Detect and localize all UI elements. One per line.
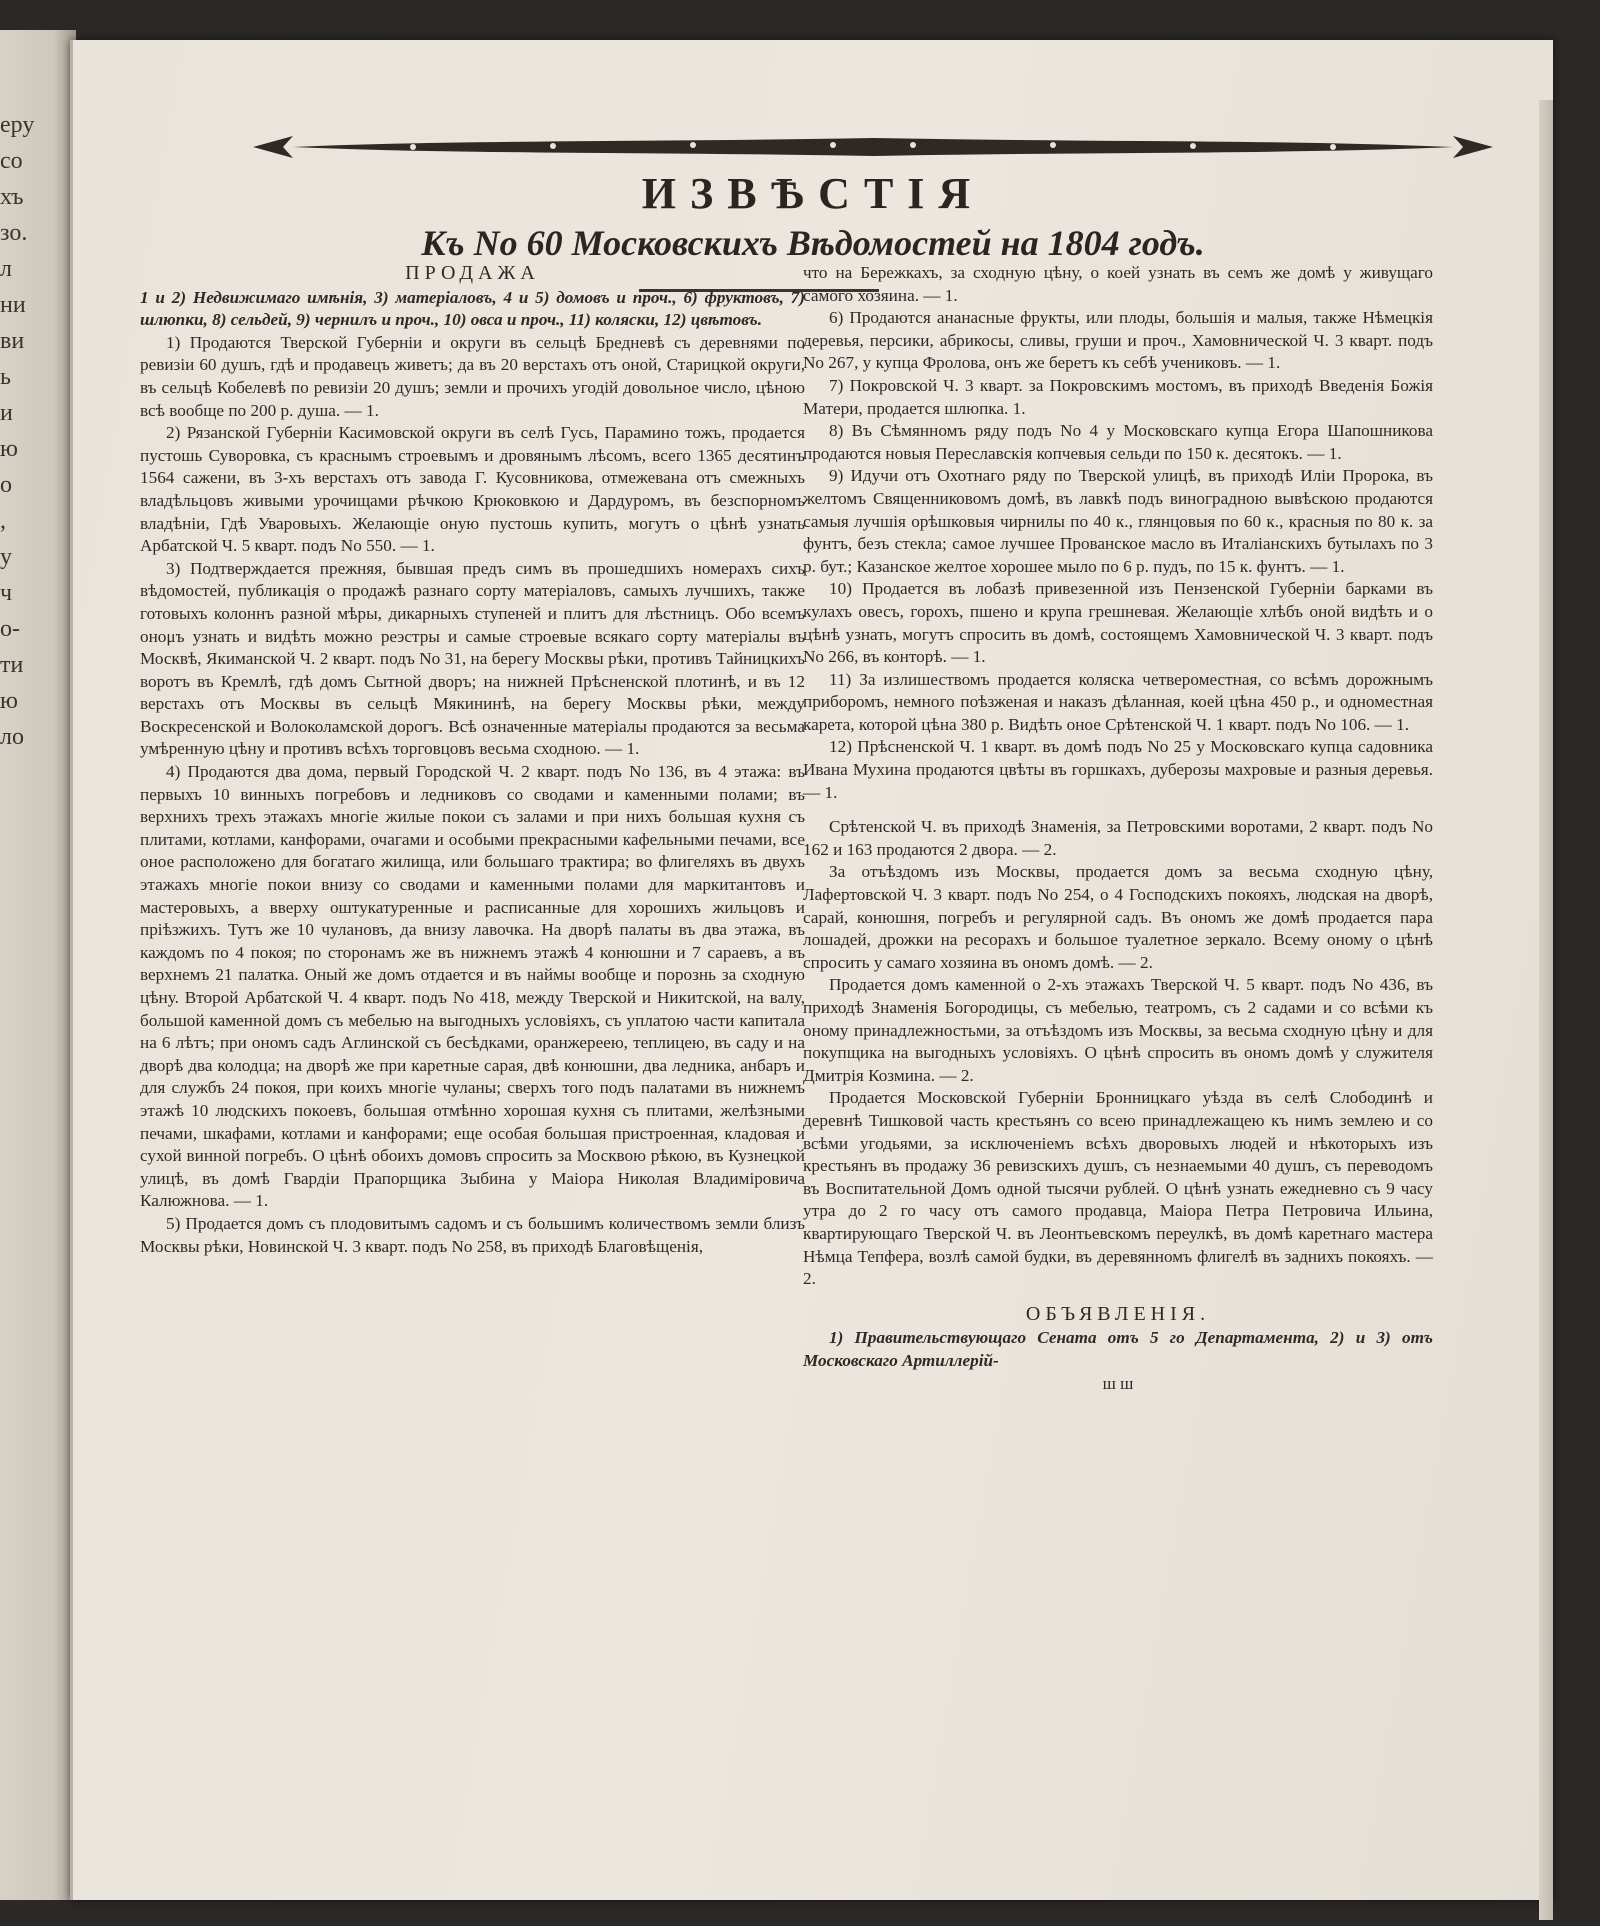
ad-paragraph: Срѣтенской Ч. въ приходѣ Знаменія, за Петровскими воротами, 2 кварт. подъ No 162 и 163 продаются 2 двора. — 2.	[803, 817, 1433, 859]
adjacent-page-text-fragment: ни	[0, 292, 26, 318]
ad-paragraph: 6) Продаются ананасные фрукты, или плоды, большія и малыя, также Нѣмецкія деревья, персики, абрикосы, сливы, груши и проч., Хамовнической Ч. 3 кварт. подъ No 267, у купца Фролова, онъ же беретъ къ себѣ учениковъ. — 1.	[803, 308, 1433, 373]
ad-paragraph: 8) Въ Сѣмянномъ ряду подъ No 4 у Московскаго купца Егора Шапошникова продаются новыя Переславскія копчевыя сельди по 150 к. десятокъ. — 1.	[803, 421, 1433, 463]
spacer	[803, 804, 1433, 816]
ad-paragraph: Продается домъ каменной о 2-хъ этажахъ Тверской Ч. 5 кварт. подъ No 436, въ приходѣ Знаменія Богородицы, съ мебелью, театромъ, съ 2 садами и со всѣми къ оному принадлежностьми, за отъѣздомъ изъ Москвы, за весьма сходную цѣну и для покупщика на выгодныхъ условіяхъ. О цѣнѣ спросить въ ономъ домѣ у служителя Дмитрія Козмина. — 2.	[803, 975, 1433, 1085]
adjacent-page-text-fragment: зо.	[0, 220, 28, 246]
adjacent-page-text-fragment: со	[0, 148, 23, 174]
right-column	[803, 262, 1433, 1395]
adjacent-page-text-fragment: ти	[0, 652, 24, 678]
adjacent-page-text-fragment: ,	[0, 508, 6, 534]
ad-paragraph: 7) Покровской Ч. 3 кварт. за Покровскимъ мостомъ, въ приходѣ Введенія Божія Матери, продается шлюпка. 1.	[803, 375, 1433, 418]
ad-paragraph: 2) Рязанской Губерніи Касимовской округи въ селѣ Гусь, Парамино тожъ, продается пустошь Суворовка, съ краснымъ строевымъ и дровянымъ лѣсомъ, всего 1365 десятинъ 1564 сажени, въ 3-хъ верстахъ отъ завода Г. Кусовникова, отмежевана отъ смежныхъ владѣльцовъ живыми урочищами рѣчкою Крюковкою и Дардуромъ, въ безспорномъ владѣніи, Гдѣ Уваровыхъ. Желающіе оную пустошь купить, могутъ о цѣнѣ узнать Арбатской Ч. 5 кварт. подъ No 550. — 1.	[140, 423, 805, 556]
ad-paragraph: 9) Идучи отъ Охотнаго ряду по Тверской улицѣ, въ приходѣ Иліи Пророка, въ желтомъ Священниковомъ домѣ, въ лавкѣ подъ виноградною вывѣскою продаются самыя лучшія орѣшковыя чирнилы по 40 к., глянцовыя по 60 к., красныя по 80 к. за фунтъ, безъ стекла; самое лучшее Прованское масло въ Италіанскихъ бутылахъ по 3 р. бут.; Казанское желтое хорошее мыло по 6 р. пудъ, по 15 к. фунтъ. — 1.	[803, 466, 1433, 576]
masthead-title: ИЗВѢСТІЯ	[641, 169, 985, 218]
ad-paragraph: что на Бережкахъ, за сходную цѣну, о коей узнать въ семъ же домѣ у живущаго самого хозяина. — 1.	[803, 263, 1433, 305]
ad-paragraph: 4) Продаются два дома, первый Городской Ч. 2 кварт. подъ No 136, въ 4 этажа: въ первыхъ 10 винныхъ погребовъ и ледниковъ со сводами и каменными полами; въ верхнихъ трехъ этажахъ многіе жилые покои съ залами и при нихъ большая кухня съ плитами, котлами, канфорами, очагами и особыми прекрасными кафельными печами, все оное расположено для богатаго жилища, или большаго трактира; во флигеляхъ въ двухъ этажахъ многіе покои внизу со сводами и каменными полами для маркитантовъ и мастеровыхъ, а вверху оштукатуренные и расписанные для хорошихъ жильцовъ и пріѣзжихъ. Тутъ же 10 чулановъ, да внизу лавочка. На дворѣ палаты въ два этажа, въ каждомъ по 4 покоя; по сторонамъ же въ нижнемъ этажѣ 4 конюшни и 7 сараевъ, а въ верхнемъ 21 палатка. Оный же домъ отдается и въ наймы вообще и порознь за сходную цѣну. Второй Арбатской Ч. 4 кварт. подъ No 418, между Тверской и Никитской, на валу, большой каменной домъ съ мебелью на выгодныхъ условіяхъ, съ уплатою части капитала на 6 лѣтъ; при ономъ садъ Аглинской съ бесѣдками, оранжереею, теплицею, въ саду и на дворѣ два колодца; на дворѣ же при каретные сарая, двѣ конюшни, два ледника, анбаръ и для службъ 24 покоя, при коихъ многіе чуланы; сверхъ того подъ палатами въ нижнемъ этажѣ 10 людскихъ покоевъ, большая отмѣнно хорошая кухня съ плитами, желѣзными печами, шкафами, котлами и канфорами; еще особая большая пристроенная, кладовая и сухой винной погребъ. О цѣнѣ обоихъ домовъ спросить за Москвою рѣкою, въ Кузнецкой улицѣ, въ домѣ Гвардіи Прапорщика Зыбина у Маіора Николая Владиміровича Калюжнова. — 1.	[140, 762, 805, 1211]
adjacent-page-text-fragment: о	[0, 472, 12, 498]
spacer	[803, 1291, 1433, 1303]
ad-paragraph: 1) Продаются Тверской Губерніи и округи въ сельцѣ Бредневѣ съ деревнями по ревизіи 60 душъ, гдѣ и продавецъ живетъ; да въ 20 верстахъ отъ оной, Старицкой округи, въ сельцѣ Кобелевѣ по ревизіи 20 душъ; земли и прочихъ угодій довольное число, цѣною всѣ вообще по 200 р. душа. — 1.	[140, 332, 805, 420]
adjacent-page-text-fragment: и	[0, 400, 13, 426]
ad-paragraph: 11) За излишествомъ продается коляска четвероместная, со всѣмъ дорожнымъ приборомъ, немного поѣзженая и наказъ дѣланная, коей цѣна 450 р., и одноместная карета, которой цѣна 380 р. Видѣть оное Срѣтенской Ч. 1 кварт. подъ No 106. — 1.	[803, 669, 1433, 734]
ornament-rule	[253, 130, 1493, 164]
adjacent-page-text-fragment: ч	[0, 580, 13, 606]
sale-index: 1 и 2) Недвижимаго имѣнія, 3) матеріаловъ, 4 и 5) домовъ и проч., 6) фруктовъ, 7) шлюпки, 8) сельдей, 9) чернилъ и проч., 10) овса и проч., 11) коляски, 12) цвѣтовъ.	[140, 287, 805, 330]
ad-paragraph: Продается Московской Губерніи Бронницкаго уѣзда въ селѣ Слободинѣ и деревнѣ Тишковой часть крестьянъ со всею принадлежащею къ нимъ землею и со всѣми угодьями, за исключеніемъ всѣхъ дворовыхъ людей и нѣкоторыхъ изъ крестьянъ въ продажу 36 ревизскихъ душъ, съ незнаемыми 40 душъ, съ переводомъ въ Воспитательной Домъ одной тысячи рублей. О цѣнѣ узнать ежедневно съ 9 часу утра до 2 го часу отъ самого продавца, Маіора Петра Петровича Ильина, квартирующаго Тверской Ч. въ Леонтьевскомъ переулкѣ, въ домѣ каретнаго мастера Нѣмца Тепфера, возлѣ самой будки, въ деревянномъ флигелѣ въ заднихъ покояхъ. — 2.	[803, 1088, 1433, 1289]
announcement-line: 1) Правительствующаго Сената отъ 5 го Департамента, 2) и 3) отъ Московскаго Артиллерій-	[803, 1328, 1433, 1370]
adjacent-page	[0, 30, 76, 1900]
adjacent-page-text-fragment: хъ	[0, 184, 24, 210]
ad-paragraph: 3) Подтверждается прежняя, бывшая предъ симъ въ прошедшихъ номерахъ сихъ вѣдомостей, публикація о продажѣ разнаго сорту матеріаловъ, самыхъ лучшихъ, также готовыхъ колоннъ разной мѣры, дикарныхъ ступеней и плитъ для лѣстницъ. Обо всемъ онομъ узнать и видѣть можно реэстры и самые строевые всякаго сорту матеріалы въ Москвѣ, Якиманской Ч. 2 кварт. подъ No 31, на берегу Москвы рѣки, противъ Тайницкихъ воротъ въ Кремлѣ, гдѣ домъ Сытной дворъ; на нижней Прѣсненской плотинѣ, и въ 12 верстахъ отъ Москвы въ сельцѣ Мякининѣ, на берегу Москвы рѣки, между Воскресенской и Волоколамской дорогъ. Всѣ означенные матеріалы продаются за весьма умѣренную цѣну и противъ всѣхъ торговцовъ весьма сходною. — 1.	[140, 558, 805, 759]
left-column	[140, 262, 805, 1258]
ad-paragraph: 5) Продается домъ съ плодовитымъ садомъ и съ большимъ количествомъ земли близъ Москвы рѣки, Новинской Ч. 3 кварт. подъ No 258, въ приходѣ Благовѣщенія,	[140, 1213, 805, 1256]
ad-paragraph: 12) Прѣсненской Ч. 1 кварт. въ домѣ подъ No 25 у Московскаго купца садовника Ивана Мухина продаются цвѣты въ горшкахъ, дуберозы махровые и разныя деревья. — 1.	[803, 737, 1433, 802]
section-heading-sale: ПРОДАЖА	[405, 262, 540, 284]
adjacent-page-text-fragment: ви	[0, 328, 25, 354]
catchword: ш ш	[1102, 1373, 1134, 1393]
ad-paragraph: 10) Продается въ лобазѣ привезенной изъ Пензенской Губерніи барками въ кулахъ овесъ, горохъ, пшено и крупа грешневая. Желающіе хлѣбъ оной видѣть и о цѣнѣ узнать, могутъ спросить въ домѣ, состоящемъ Хамовнической Ч. 3 кварт. подъ No 266, въ конторѣ. — 1.	[803, 579, 1433, 667]
adjacent-page-text-fragment: ь	[0, 364, 11, 390]
adjacent-page-text-fragment: ю	[0, 436, 18, 462]
adjacent-page-text-fragment: л	[0, 256, 12, 282]
adjacent-page-text-fragment: о-	[0, 616, 20, 642]
adjacent-page-text-fragment: еру	[0, 112, 35, 138]
section-heading-announcements: ОБЪЯВЛЕНІЯ.	[1025, 1302, 1211, 1325]
ad-paragraph: За отъѣздомъ изъ Москвы, продается домъ за весьма сходную цѣну, Лафертовской Ч. 3 кварт. подъ No 254, о 4 Господскихъ покояхъ, людская на дворѣ, сарай, конюшня, погребъ и регулярной садъ. Въ ономъ же домѣ продается пара лошадей, дрожки на ресорахъ и большое туалетное зеркало. Всему оному о цѣнѣ спросить у самаго хозяина въ ономъ домѣ. — 2.	[803, 862, 1433, 972]
adjacent-page-text-fragment: у	[0, 544, 12, 570]
adjacent-page-text-fragment: ю	[0, 688, 18, 714]
masthead-subtitle: Къ No 60 Московскихъ Вѣдомостей на 1804 годъ.	[421, 223, 1205, 263]
page-edge	[1539, 100, 1553, 1920]
adjacent-page-text-fragment: ло	[0, 724, 24, 750]
